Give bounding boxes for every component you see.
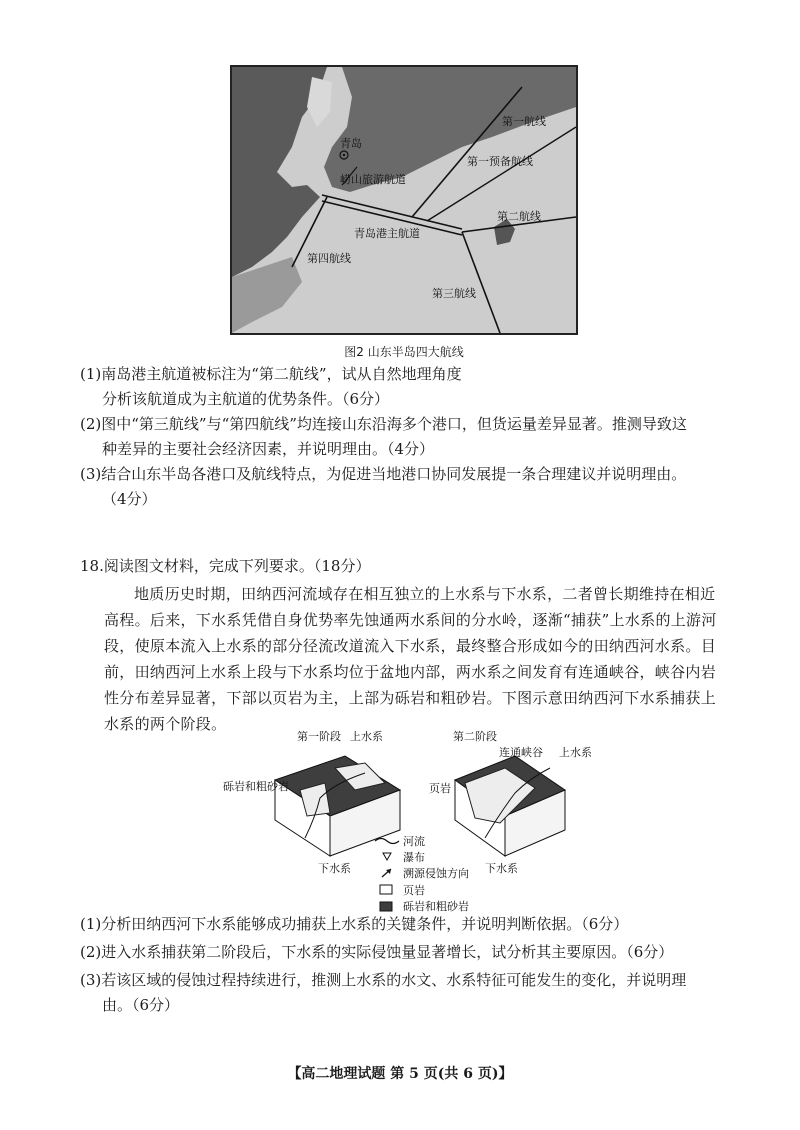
map-caption: 图2 山东半岛四大航线 [344,345,464,359]
label-route4: 第四航线 [307,252,351,265]
stage1-conglomerate-label: 砾岩和粗砂岩 [223,780,289,793]
stage2-shale-label: 页岩 [429,782,451,795]
q18-part3-line2: 由。（6分） [102,996,180,1014]
q18-part1: (1)分析田纳西河下水系能够成功捕获上水系的关键条件，并说明判断依据。（6分） [80,915,629,933]
q17-part2 [80,412,730,462]
legend-river-icon [375,839,399,844]
legend-conglomerate-swatch [380,902,392,911]
stage1-lower-label: 下水系 [318,862,351,875]
legend-shale-swatch [380,885,392,894]
stage1-upper-label: 上水系 [350,730,383,743]
q18-part3 [80,968,740,1018]
q17-part3-line1: (3)结合山东半岛各港口及航线特点，为促进当地港口协同发展提一条合理建议并说明理由。 [80,465,687,483]
q18-paragraph: 地质历史时期，田纳西河流域存在相互独立的上水系与下水系，二者曾长期维持在相近高程。后来，下水系凭借自身优势率先蚀通两水系间的分水岭，逐渐“捕获”上水系的上游河段，使原本流入上水系的部分径流改道流入下水系，最终整合形成如今的田纳西河水系。目前，田纳西河上水系上段与下水系均位于盆地内部，两水系之间发育有连通峡谷，峡谷内岩性分布差异显著，下部以页岩为主，上部为砾岩和粗砂岩。下图示意田纳西河下水系捕获上水系的两个阶段。 [104,585,717,733]
page-footer: 【高二地理试题 第 5 页(共 6 页)】 [287,1066,513,1082]
q17-part3-line2: （4分） [102,490,157,508]
q17-part1-line1: (1)南岛港主航道被标注为“第二航线”，试从自然地理角度 [80,365,462,383]
q18-title: 18.阅读图文材料，完成下列要求。（18分） [80,557,371,575]
label-route3: 第三航线 [432,287,476,300]
legend-waterfall-text: 瀑布 [403,851,425,864]
legend-waterfall-icon [383,853,391,860]
q17-part2-line2: 种差异的主要社会经济因素，并说明理由。（4分） [102,440,435,458]
diagram-svg [215,728,615,928]
q17-part1-line2: 分析该航道成为主航道的优势条件。（6分） [102,390,390,408]
legend-headward-text: 溯源侵蚀方向 [403,867,469,880]
stage2-upper-label: 上水系 [559,746,592,759]
q18-part3-line1: (3)若该区域的侵蚀过程持续进行，推测上水系的水文、水系特征可能发生的变化，并说明理 [80,971,687,989]
q17-part2-line1: (2)图中“第三航线”与“第四航线”均连接山东沿海多个港口，但货运量差异显著。推测导致这 [80,415,687,433]
legend-river-text: 河流 [403,835,425,848]
legend-shale-text: 页岩 [403,884,425,897]
map-svg [232,67,576,333]
label-qingdao: 青岛 [340,137,362,150]
label-route2: 第二航线 [497,210,541,223]
label-laoshan: 崂山旅游航道 [340,173,406,186]
q17-part3 [80,462,730,512]
label-main-channel: 青岛港主航道 [354,227,420,240]
qingdao-marker-dot [343,154,345,156]
river-capture-diagram [215,728,615,928]
q17-part1 [80,362,720,412]
stage2-canyon-label: 连通峡谷 [499,746,543,759]
stage2-label: 第二阶段 [453,730,497,743]
shandong-routes-map [230,65,578,335]
stage1-label: 第一阶段 [297,730,341,743]
legend-conglomerate-text: 砾岩和粗砂岩 [403,900,469,913]
label-route-backup: 第一预备航线 [467,155,533,168]
stage2-lower-label: 下水系 [485,862,518,875]
label-route1: 第一航线 [502,115,546,128]
q18-part2: (2)进入水系捕获第二阶段后，下水系的实际侵蚀量显著增长，试分析其主要原因。（6分） [80,943,674,961]
